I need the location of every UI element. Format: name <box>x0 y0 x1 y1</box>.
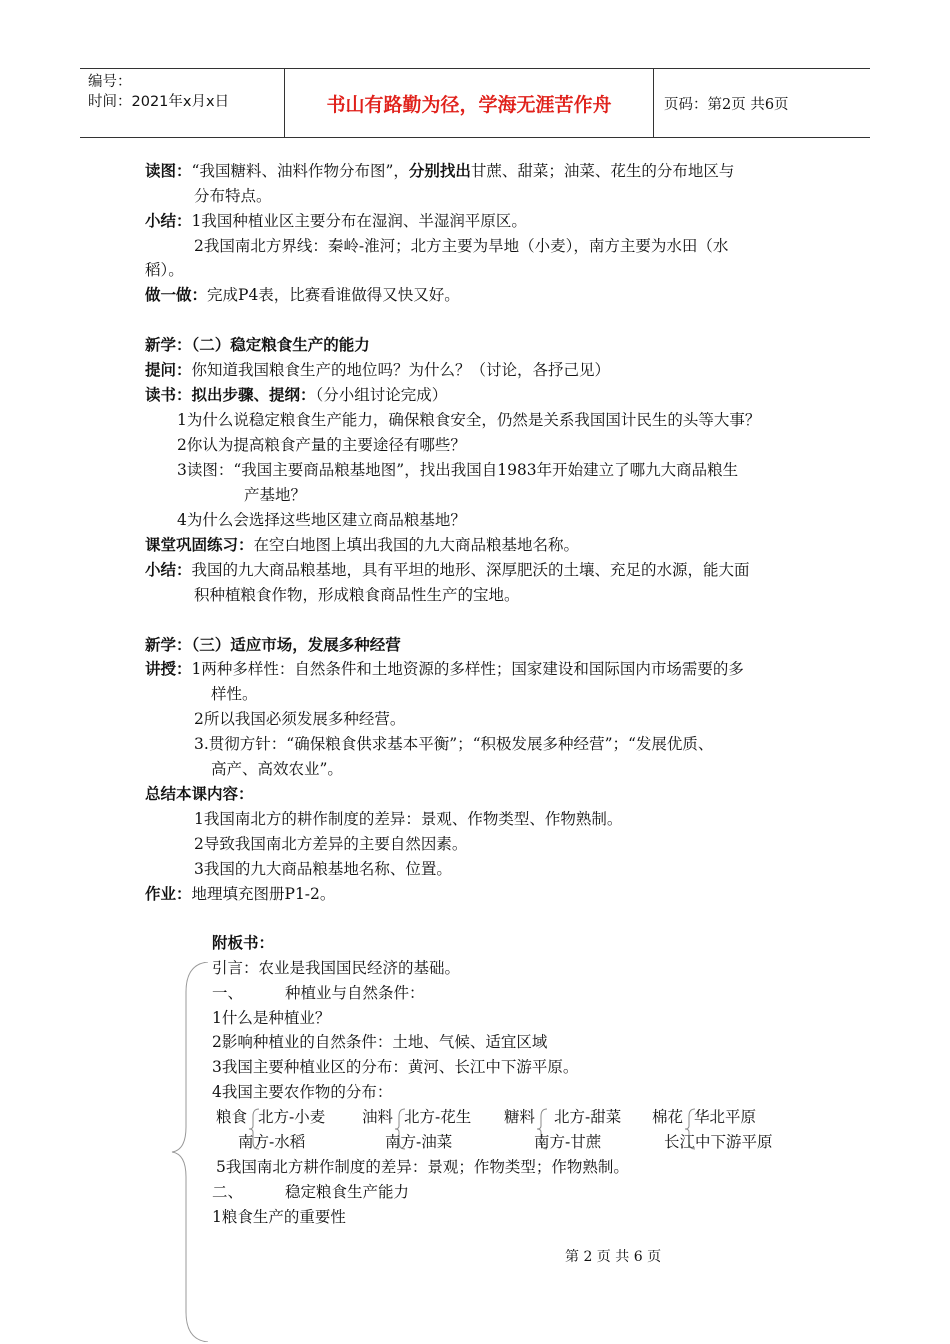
text-line: 高产、高效农业”。 <box>211 760 343 778</box>
emphasis: 分别找出 <box>408 162 471 180</box>
crop-oil: 油料 <box>362 1108 394 1126</box>
crop-sugar-north: 北方-甜菜 <box>554 1108 622 1126</box>
header-page-number: 页码：第2页 共6页 <box>664 96 789 113</box>
label: 小结： <box>145 212 192 230</box>
crop-sugar: 糖料 <box>504 1108 536 1126</box>
list-item: 3读图：“我国主要商品粮基地图”，找出我国自1983年开始建立了哪九大商品粮生 <box>177 461 739 479</box>
section-title: 种植业与自然条件： <box>285 984 425 1002</box>
list-item: 1为什么说稳定粮食生产能力，确保粮食安全，仍然是关系我国国计民生的头等大事？ <box>177 411 761 429</box>
homework-line <box>145 883 335 905</box>
header-number: 编号： <box>88 74 132 90</box>
text: “我国糖料、油料作物分布图”， <box>191 162 409 180</box>
text: 在空白地图上填出我国的九大商品粮基地名称。 <box>253 536 580 554</box>
text: 完成P4表，比赛看谁做得又快又好。 <box>207 286 460 304</box>
list-item: 1我国南北方的耕作制度的差异：景观、作物类型、作物熟制。 <box>194 810 623 828</box>
section-number: 二、 <box>212 1183 244 1201</box>
text-line: 稻）。 <box>145 261 184 279</box>
text: 1我国种植业区主要分布在湿润、半湿润平原区。 <box>191 212 527 230</box>
crop-cotton-north: 华北平原 <box>694 1108 757 1126</box>
label: 课堂巩固练习： <box>145 536 254 554</box>
text: 1两种多样性：自然条件和土地资源的多样性；国家建设和国际国内市场需要的多 <box>191 660 744 678</box>
activity-line <box>145 284 460 306</box>
section-heading: 新学：（二）稳定粮食生产的能力 <box>145 336 370 354</box>
left-brace-icon <box>170 962 210 1342</box>
crop-grain-north: 北方-小麦 <box>258 1108 326 1126</box>
text: 甘蔗、甜菜；油菜、花生的分布地区与 <box>470 162 735 180</box>
list-item: 3我国的九大商品粮基地名称、位置。 <box>194 860 452 878</box>
summary-line <box>145 559 750 581</box>
label: 讲授： <box>145 660 192 678</box>
board-title: 附板书： <box>212 934 275 952</box>
crop-grain-south: 南方-水稻 <box>238 1133 306 1151</box>
crop-oil-north: 北方-花生 <box>404 1108 472 1126</box>
question-line <box>145 359 610 381</box>
crop-grain: 粮食 <box>216 1108 248 1126</box>
lecture-line <box>145 658 744 680</box>
board-item: 2影响种植业的自然条件：土地、气候、适宜区域 <box>212 1033 548 1051</box>
board-section-1 <box>212 982 425 1004</box>
text: 我国的九大商品粮基地，具有平坦的地形、深厚肥沃的土壤、充足的水源，能大面 <box>191 561 750 579</box>
crop-oil-south: 南方-油菜 <box>385 1133 453 1151</box>
board-item: 1什么是种植业？ <box>212 1009 331 1027</box>
board-item: 3我国主要种植业区的分布：黄河、长江中下游平原。 <box>212 1058 579 1076</box>
label: 作业： <box>145 885 192 903</box>
list-item: 3.贯彻方针：“确保粮食供求基本平衡”；“积极发展多种经营”；“发展优质、 <box>194 735 714 753</box>
board-item: 1粮食生产的重要性 <box>212 1208 346 1226</box>
summary-line <box>145 210 527 232</box>
crop-sugar-south: 南方-甘蔗 <box>534 1133 602 1151</box>
board-item: 5我国南北方耕作制度的差异：景观；作物类型；作物熟制。 <box>216 1158 629 1176</box>
list-item: 4为什么会选择这些地区建立商品粮基地？ <box>177 511 466 529</box>
summary-heading: 总结本课内容： <box>145 785 254 803</box>
reading-line <box>145 384 447 406</box>
page-footer: 第 2 页 共 6 页 <box>565 1249 662 1265</box>
text-line: 分布特点。 <box>194 187 272 205</box>
board-intro: 引言：农业是我国国民经济的基础。 <box>212 959 461 977</box>
board-item: 4我国主要农作物的分布： <box>212 1083 393 1101</box>
section-number: 一、 <box>212 984 244 1002</box>
label: 小结： <box>145 561 192 579</box>
header-time: 时间：2021年x月x日 <box>88 94 230 110</box>
label: 做一做： <box>145 286 208 304</box>
label: 读书：拟出步骤、提纲： <box>145 386 316 404</box>
header-motto: 书山有路勤为径，学海无涯苦作舟 <box>284 69 654 137</box>
text: 你知道我国粮食生产的地位吗？为什么？（讨论，各抒己见） <box>191 361 611 379</box>
crop-cotton: 棉花 <box>652 1108 684 1126</box>
exercise-line <box>145 534 579 556</box>
label: 提问： <box>145 361 192 379</box>
text-line: 积种植粮食作物，形成粮食商品性生产的宝地。 <box>194 586 520 604</box>
header-left-cell <box>80 69 284 137</box>
text-line: 2我国南北方界线：秦岭-淮河；北方主要为旱地（小麦），南方主要为水田（水 <box>194 237 729 255</box>
label: 读图： <box>145 162 192 180</box>
list-item: 2导致我国南北方差异的主要自然因素。 <box>194 835 468 853</box>
read-map-line <box>145 160 734 182</box>
board-section-2 <box>212 1181 409 1203</box>
text: 地理填充图册P1-2。 <box>191 885 336 903</box>
crop-cotton-south: 长江中下游平原 <box>664 1133 773 1151</box>
text-line: 样性。 <box>211 685 258 703</box>
text-line: 产基地？ <box>244 486 307 504</box>
list-item: 2所以我国必须发展多种经营。 <box>194 710 406 728</box>
header-table <box>80 68 870 138</box>
text: （分小组讨论完成） <box>315 386 448 404</box>
list-item: 2你认为提高粮食产量的主要途径有哪些？ <box>177 436 466 454</box>
section-heading: 新学：（三）适应市场，发展多种经营 <box>145 636 401 654</box>
section-title: 稳定粮食生产能力 <box>285 1183 410 1201</box>
